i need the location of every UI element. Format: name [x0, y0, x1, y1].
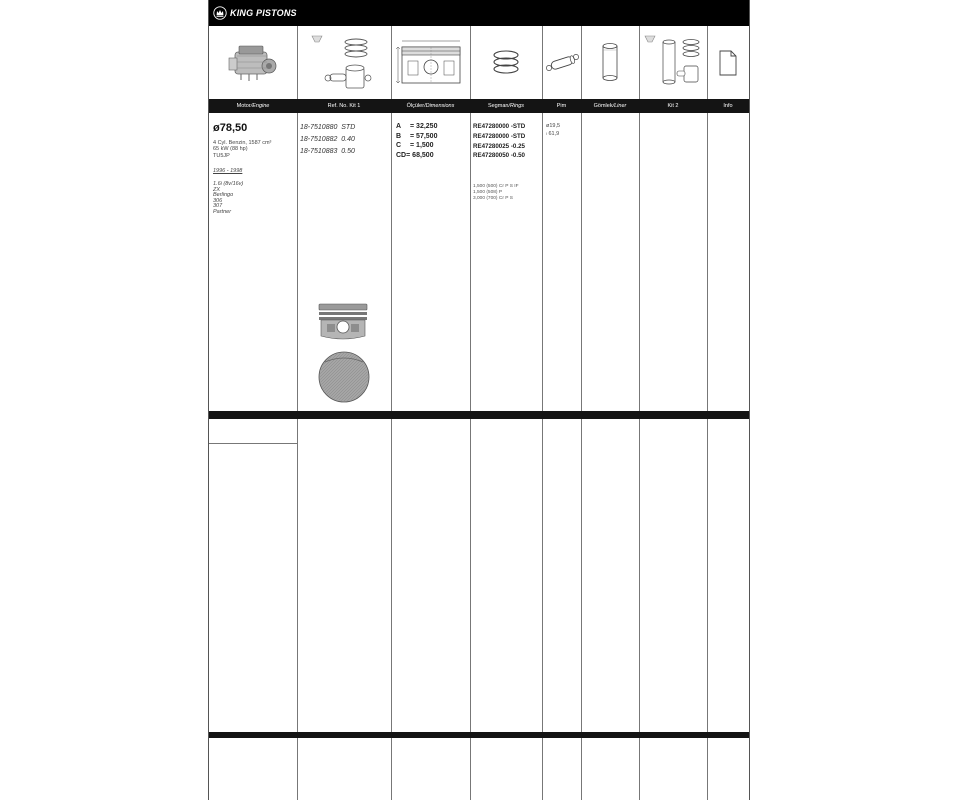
ref-list [300, 122, 355, 158]
header-pin: Pim [556, 103, 567, 109]
production-years: 1996 - 1998 [213, 168, 243, 174]
bore-diameter: ø78,50 [213, 122, 248, 134]
engine-description: 4 Cyl. Benzin, 1587 cm³ 65 kW (88 hp) TU5JP [213, 140, 272, 159]
crown-icon [213, 5, 227, 21]
dimension-row: A = 32,250 [396, 123, 438, 130]
rings-image [470, 30, 542, 96]
liner-image [581, 30, 639, 96]
ref-row: 18-7510880 STD [300, 124, 356, 131]
engine-image [209, 30, 297, 96]
ref-row: 18-7510882 0.40 [300, 136, 355, 143]
ring-codes: RE47280000 -STD RE47280000 -STD RE47280025 -0.25 RE47280050 -0.50 [473, 123, 526, 160]
section-separator [209, 411, 749, 419]
header-rings: Segman /Rings [487, 103, 525, 109]
ref-row: 18-7510883 0.50 [300, 148, 355, 155]
dimensions-list [396, 122, 437, 160]
piston-side-image [313, 300, 373, 351]
header-kit2: Kit 2 [667, 103, 679, 109]
row-divider [209, 443, 297, 444]
header-liner: Gömlek /Liner [593, 103, 627, 109]
dimension-row: B = 57,500 [396, 132, 438, 140]
header-info: Info [723, 103, 733, 109]
vehicle-models: 1.6i (8v/16v) ZX Berlingo 306 307 Partner [213, 181, 244, 215]
header-ref-kit1: Ref. No. Kit 1 [327, 103, 361, 109]
header-engine: Motor /Engine [236, 103, 270, 109]
brand-logo [213, 5, 297, 21]
brand-name: KING PISTONS [230, 8, 297, 18]
catalog-page [208, 0, 750, 800]
piston-top-image [317, 350, 371, 409]
dimensions-diagram [391, 30, 470, 96]
pin-specs: ø19,5 ₗ 61,9 [546, 123, 561, 137]
pin-image [542, 30, 581, 96]
kit1-image [297, 30, 391, 96]
header-dimensions: Ölçüler /Dimensions [406, 103, 455, 109]
kit2-image [639, 30, 707, 96]
dimension-row: CD= 68,500 [396, 151, 434, 159]
ring-specs: 1,500 (500) Cr P S IF 1,500 (508) P 3,000 (700) Cr P S [473, 184, 519, 201]
document-icon [707, 30, 749, 96]
dimension-row: C = 1,500 [396, 142, 434, 149]
brand-bar [209, 0, 749, 26]
section-separator [209, 732, 749, 738]
